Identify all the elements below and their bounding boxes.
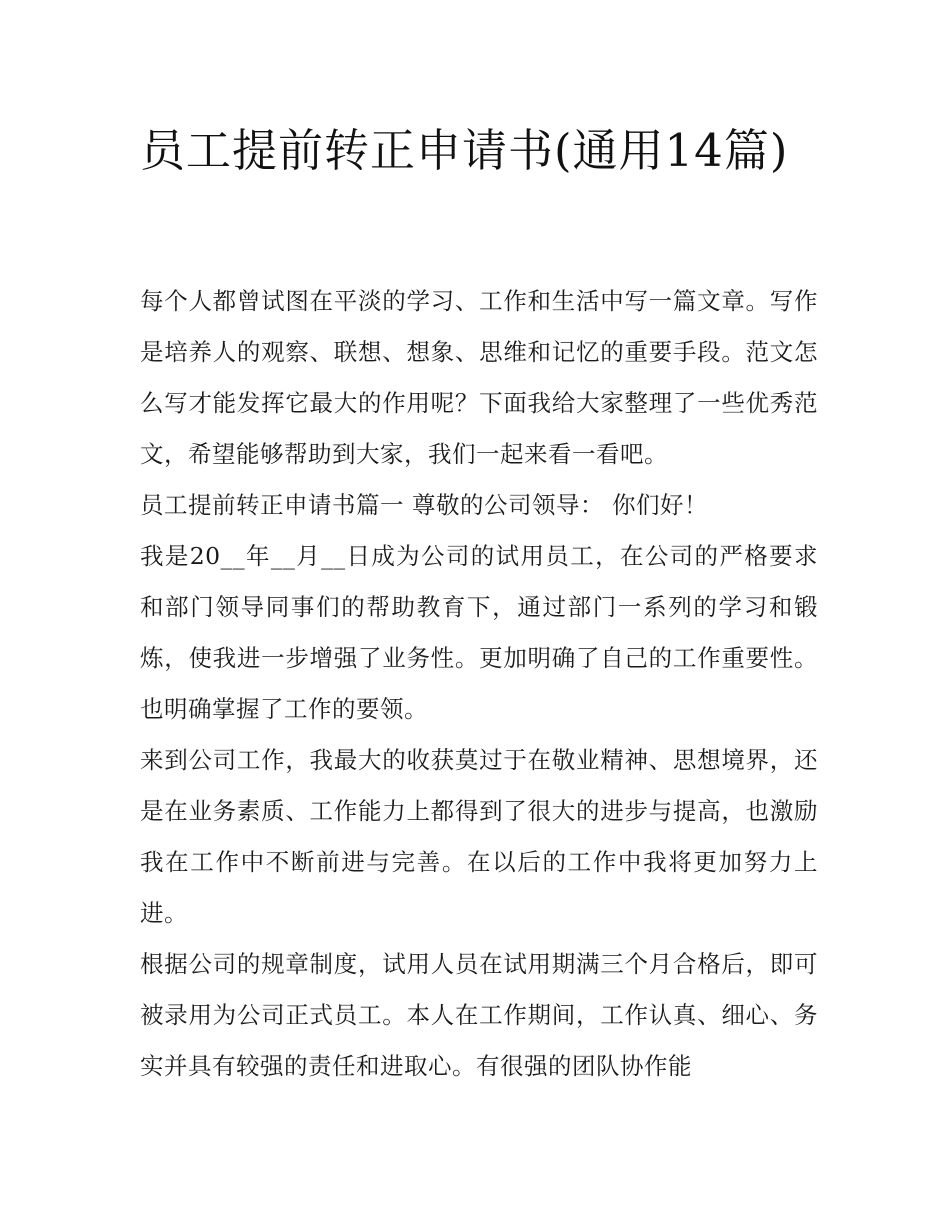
paragraph-gains: 来到公司工作，我最大的收获莫过于在敬业精神、思想境界，还是在业务素质、工作能力上都得到了很大的进步与提高，也激励我在工作中不断前进与完善。在以后的工作中我将更加努力上进。 [140,746,818,927]
paragraph-introduction: 我是20__年__月__日成为公司的试用员工，在公司的严格要求和部门领导同事们的帮助教育下，通过部门一系列的学习和锻炼，使我进一步增强了业务性。更加明确了自己的工作重要性。也明确掌握了工作的要领。 [140,542,818,723]
paragraph-regulations: 根据公司的规章制度，试用人员在试用期满三个月合格后，即可被录用为公司正式员工。本人在工作期间，工作认真、细心、务实并具有较强的责任和进取心。有很强的团队协作能 [140,950,818,1080]
document-title: 员工提前转正申请书(通用14篇) [140,124,789,177]
paragraph-salutation: 员工提前转正申请书篇一 尊敬的公司领导： 你们好！ [140,491,708,519]
paragraph-intro: 每个人都曾试图在平淡的学习、工作和生活中写一篇文章。写作是培养人的观察、联想、想象、思维和记忆的重要手段。范文怎么写才能发挥它最大的作用呢？下面我给大家整理了一些优秀范文，希望能够帮助到大家，我们一起来看一看吧。 [140,287,818,468]
document-body [140,276,818,1092]
